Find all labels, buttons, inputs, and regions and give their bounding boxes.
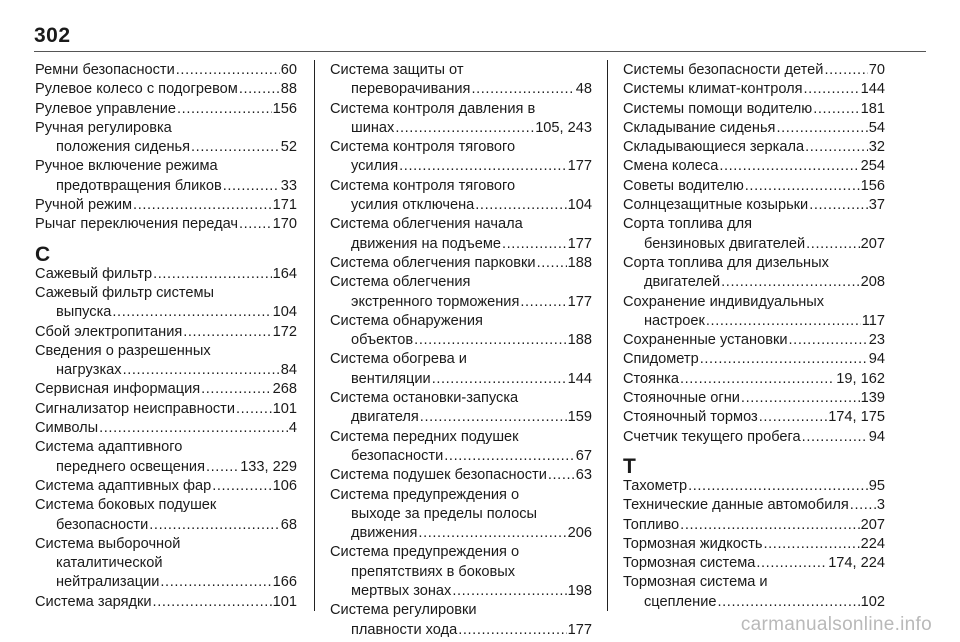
entry-term-continued: шинах [351,119,395,136]
dot-leader [806,235,860,254]
entry-term: Рулевое колесо с подогревом [35,81,238,98]
index-entry[interactable] [623,61,885,80]
dot-leader [395,119,534,138]
entry-term: Тормозная система [623,555,756,572]
dot-leader [418,524,566,543]
entry-term: Ручная регулировка [35,119,172,136]
dot-leader [805,138,868,157]
index-entry[interactable] [623,293,885,332]
dot-leader [680,370,835,389]
index-entry[interactable] [330,601,592,640]
entry-page-ref[interactable]: 54 [868,119,885,136]
entry-page-ref[interactable]: 67 [575,447,592,464]
index-entry[interactable] [623,516,885,535]
entry-page-ref[interactable]: 177 [567,621,592,638]
entry-page-ref[interactable]: 23 [868,332,885,349]
index-entry[interactable] [330,254,592,273]
entry-page-ref[interactable]: 104 [567,197,592,214]
dot-leader [502,235,567,254]
entry-page-ref[interactable]: 60 [280,62,297,78]
index-entry[interactable] [623,100,885,119]
dot-leader [809,196,868,215]
index-entry[interactable] [35,196,297,215]
section-letter: Т [623,454,636,478]
dot-leader [537,254,567,273]
entry-page-ref[interactable]: 156 [272,100,297,117]
entry-term: Система предупреждения о [330,544,520,561]
entry-term: Рычаг переключения передач [35,216,238,233]
header-rule [34,51,926,52]
index-entry[interactable] [623,496,885,515]
dot-leader [160,573,271,592]
entry-term: Система выборочной [35,535,181,552]
entry-term: Система обнаружения [330,312,483,329]
dot-leader [688,477,868,496]
entry-page-ref[interactable]: 102 [860,593,885,610]
dot-leader [99,419,288,438]
dot-leader [850,496,876,515]
index-entry[interactable] [330,350,592,389]
dot-leader [520,293,566,312]
entry-page-ref[interactable]: 174, 224 [828,555,885,572]
entry-term-continued: усилия [351,158,399,175]
entry-page-ref[interactable]: 84 [280,362,297,379]
entry-term: Спидометр [623,351,699,368]
entry-term: Счетчик текущего пробега [623,428,801,445]
dot-leader [776,119,867,138]
column-divider [314,60,315,611]
entry-term: Советы водителю [623,177,744,194]
dot-leader [452,582,566,601]
index-entry[interactable] [623,554,885,573]
entry-term: Система регулировки [330,602,477,619]
entry-page-ref[interactable]: 104 [272,304,297,321]
index-entry[interactable] [330,100,592,139]
dot-leader [183,323,271,342]
entry-page-ref[interactable]: 181 [860,100,885,117]
index-column-1 [35,61,297,612]
entry-term: Технические данные автомобиля [623,497,849,514]
entry-page-ref[interactable]: 68 [280,516,297,533]
entry-term: Сажевый фильтр [35,265,153,282]
index-entry[interactable] [35,119,297,158]
entry-page-ref[interactable]: 170 [272,216,297,233]
entry-page-ref[interactable]: 117 [861,312,885,329]
entry-term: Система зарядки [35,593,152,610]
entry-page-ref[interactable]: 177 [567,293,592,310]
entry-page-ref[interactable]: 156 [860,177,885,194]
entry-term: Тормозная жидкость [623,535,763,552]
index-entry[interactable] [35,80,297,99]
index-entry[interactable] [35,438,297,477]
dot-leader [789,331,868,350]
index-entry[interactable] [35,535,297,593]
entry-page-ref[interactable]: 3 [876,497,885,514]
entry-page-ref[interactable]: 4 [288,420,297,437]
entry-term: Топливо [623,516,680,533]
entry-page-ref[interactable]: 19, 162 [836,370,885,387]
entry-page-ref[interactable]: 95 [868,477,885,494]
dot-leader [471,80,574,99]
entry-page-ref[interactable]: 133, 229 [240,458,297,475]
index-entry[interactable] [330,215,592,254]
entry-page-ref[interactable]: 101 [272,593,297,610]
entry-term: Рулевое управление [35,100,177,117]
index-entry[interactable] [35,100,297,119]
entry-page-ref[interactable]: 172 [272,323,297,340]
entry-term: Стояночный тормоз [623,409,758,426]
entry-term: Сорта топлива для дизельных [623,254,829,271]
entry-page-ref[interactable]: 105, 243 [535,119,592,136]
entry-term-continued: положения сиденья [56,139,191,156]
entry-term: Сорта топлива для [623,216,753,233]
entry-page-ref[interactable]: 174, 175 [828,409,885,426]
entry-page-ref[interactable]: 177 [567,235,592,252]
entry-term: Сбой электропитания [35,323,183,340]
entry-term: Сведения о разрешенных [35,342,211,359]
entry-page-ref[interactable]: 254 [860,158,885,175]
entry-term-continued: безопасности [351,447,444,464]
entry-term-continued: нейтрализации [56,574,160,591]
entry-term: Сохранение индивидуальных [623,293,825,310]
index-entry[interactable] [35,61,297,80]
dot-leader [191,138,280,157]
entry-page-ref[interactable]: 48 [575,81,592,98]
entry-term-continued: выходе за пределы полосы [351,505,538,522]
entry-page-ref[interactable]: 171 [272,197,297,214]
dot-leader [420,408,567,427]
dot-leader [444,447,575,466]
index-entry[interactable] [623,80,885,99]
index-entry[interactable] [623,196,885,215]
entry-page-ref[interactable]: 188 [567,332,592,349]
dot-leader [123,361,280,380]
dot-leader [824,61,867,80]
entry-page-ref[interactable]: 206 [567,525,592,542]
index-entry[interactable] [623,215,885,254]
dot-leader [813,100,859,119]
entry-page-ref[interactable]: 208 [860,274,885,291]
index-column-3 [623,61,885,612]
entry-term: Системы климат-контроля [623,81,803,98]
index-entry[interactable] [623,350,885,369]
entry-term-continued: сцепление [644,593,717,610]
entry-page-ref[interactable]: 166 [272,574,297,591]
index-entry[interactable] [330,428,592,467]
entry-term: Система передних подушек [330,428,519,445]
dot-leader [802,428,868,447]
dot-leader [133,196,272,215]
entry-page-ref[interactable]: 88 [280,81,297,98]
entry-term-continued: переворачивания [351,81,471,98]
index-entry[interactable] [35,323,297,342]
entry-term-continued: вентиляции [351,370,431,387]
entry-term-continued: мертвых зонах [351,583,452,600]
entry-term-continued: выпуска [56,304,112,321]
index-entry[interactable] [330,389,592,428]
dot-leader [206,458,239,477]
entry-term: Стоянка [623,370,679,387]
entry-term-continued: настроек [644,312,705,329]
index-entry[interactable] [35,400,297,419]
entry-term: Системы безопасности детей [623,62,824,78]
dot-leader [741,389,860,408]
entry-page-ref[interactable]: 63 [575,467,592,484]
index-entry[interactable] [35,284,297,323]
dot-leader [717,593,859,612]
dot-leader [149,516,280,535]
entry-term-continued: движения на подъеме [351,235,501,252]
entry-page-ref[interactable]: 37 [868,197,885,214]
dot-leader [548,466,575,485]
entry-term: Система контроля тягового [330,177,516,194]
entry-term: Ручное включение режима [35,158,218,175]
entry-page-ref[interactable]: 139 [860,390,885,407]
entry-term-continued: экстренного торможения [351,293,520,310]
index-entry[interactable] [330,543,592,601]
entry-page-ref[interactable]: 144 [567,370,592,387]
index-entry[interactable] [623,119,885,138]
dot-leader [706,312,861,331]
section-letter: С [35,242,51,266]
entry-page-ref[interactable]: 177 [567,158,592,175]
entry-term: Сигнализатор неисправности [35,400,235,417]
index-entry[interactable] [623,157,885,176]
index-entry[interactable] [623,370,885,389]
entry-page-ref[interactable]: 207 [860,516,885,533]
index-entry[interactable] [330,466,592,485]
entry-term-continued: предотвращения бликов [56,177,222,194]
index-entry[interactable] [623,477,885,496]
entry-term: Система контроля тягового [330,139,516,156]
index-entry[interactable] [35,215,297,234]
entry-term: Система остановки-запуска [330,390,519,407]
entry-page-ref[interactable]: 94 [868,351,885,368]
dot-leader [201,380,272,399]
index-entry[interactable] [35,380,297,399]
dot-leader [399,157,566,176]
entry-term: Система подушек безопасности [330,467,547,484]
dot-leader [756,554,827,573]
entry-term: Система адаптивных фар [35,477,212,494]
entry-term: Складывающиеся зеркала [623,139,805,156]
entry-page-ref[interactable]: 101 [272,400,297,417]
entry-term: Смена колеса [623,158,719,175]
index-entry[interactable] [35,419,297,438]
dot-leader [764,535,860,554]
dot-leader [759,408,827,427]
entry-term: Сервисная информация [35,381,201,398]
index-entry[interactable] [35,593,297,612]
entry-term-continued: двигателя [351,409,419,426]
entry-page-ref[interactable]: 32 [868,139,885,156]
index-entry[interactable] [623,535,885,554]
dot-leader [239,80,280,99]
dot-leader [475,196,566,215]
dot-leader [432,370,567,389]
entry-term: Солнцезащитные козырьки [623,197,809,214]
entry-term: Система обогрева и [330,351,467,368]
dot-leader [680,516,859,535]
entry-term: Стояночные огни [623,390,740,407]
entry-term: Тахометр [623,477,688,494]
entry-term: Система облегчения парковки [330,254,536,271]
dot-leader [153,593,272,612]
index-entry[interactable] [623,389,885,408]
index-entry[interactable] [330,177,592,216]
entry-page-ref[interactable]: 159 [567,409,592,426]
dot-leader [223,177,280,196]
entry-page-ref[interactable]: 70 [868,62,885,78]
entry-term: Тормозная система и [623,574,768,591]
entry-page-ref[interactable]: 207 [860,235,885,252]
index-entry[interactable] [330,138,592,177]
entry-page-ref[interactable]: 94 [868,428,885,445]
entry-term-continued: усилия отключена [351,197,475,214]
index-entry[interactable] [35,265,297,284]
entry-term-continued: препятствиях в боковых [351,563,516,580]
watermark: carmanualsonline.info [740,614,932,635]
entry-page-ref[interactable]: 224 [860,535,885,552]
index-entry[interactable] [623,573,885,612]
index-entry[interactable] [330,312,592,351]
dot-leader [176,61,280,80]
entry-term: Системы помощи водителю [623,100,813,117]
entry-term: Складывание сиденья [623,119,776,136]
entry-term-continued: переднего освещения [56,458,205,475]
dot-leader [721,273,859,292]
entry-term-continued: безопасности [56,516,149,533]
dot-leader [458,621,566,640]
entry-term-continued: каталитической [56,555,163,572]
dot-leader [177,100,272,119]
entry-term: Символы [35,420,99,437]
index-entry[interactable] [35,496,297,535]
index-entry[interactable] [623,428,885,447]
dot-leader [414,331,566,350]
entry-term-continued: двигателей [644,274,721,291]
dot-leader [112,303,271,322]
entry-term: Сажевый фильтр системы [35,284,215,301]
entry-page-ref[interactable]: 188 [567,254,592,271]
entry-page-ref[interactable]: 33 [280,177,297,194]
entry-page-ref[interactable]: 52 [280,139,297,156]
entry-term: Система облегчения начала [330,216,523,233]
index-entry[interactable] [35,342,297,381]
index-entry[interactable] [623,138,885,157]
entry-term: Система облегчения [330,274,471,291]
entry-term: Система предупреждения о [330,486,520,503]
dot-leader [719,157,859,176]
index-entry[interactable] [330,273,592,312]
entry-term-continued: нагрузках [56,362,122,379]
entry-page-ref[interactable]: 164 [272,265,297,282]
index-entry[interactable] [35,157,297,196]
entry-term: Сохраненные установки [623,332,788,349]
column-divider [607,60,608,611]
entry-page-ref[interactable]: 144 [860,81,885,98]
dot-leader [212,477,271,496]
entry-term: Система адаптивного [35,439,183,456]
entry-term: Ручной режим [35,197,133,214]
entry-term: Система боковых подушек [35,497,217,514]
entry-page-ref[interactable]: 106 [272,477,297,494]
page-number: 302 [34,24,71,47]
index-column-2 [330,61,592,640]
entry-term-continued: плавности хода [351,621,458,638]
entry-term: Ремни безопасности [35,62,175,78]
dot-leader [236,400,272,419]
dot-leader [804,80,860,99]
index-entry[interactable] [623,177,885,196]
index-entry[interactable] [330,61,592,100]
index-entry[interactable] [623,331,885,350]
dot-leader [239,215,272,234]
entry-term: Система защиты от [330,62,464,78]
index-entry[interactable] [330,486,592,544]
entry-term: Система контроля давления в [330,100,536,117]
entry-term-continued: движения [351,525,418,542]
entry-page-ref[interactable]: 268 [272,381,297,398]
dot-leader [153,265,272,284]
entry-term-continued: объектов [351,332,414,349]
dot-leader [745,177,860,196]
index-entry[interactable] [35,477,297,496]
entry-term-continued: бензиновых двигателей [644,235,806,252]
dot-leader [700,350,868,369]
entry-page-ref[interactable]: 198 [567,583,592,600]
index-entry[interactable] [623,254,885,293]
index-entry[interactable] [623,408,885,427]
